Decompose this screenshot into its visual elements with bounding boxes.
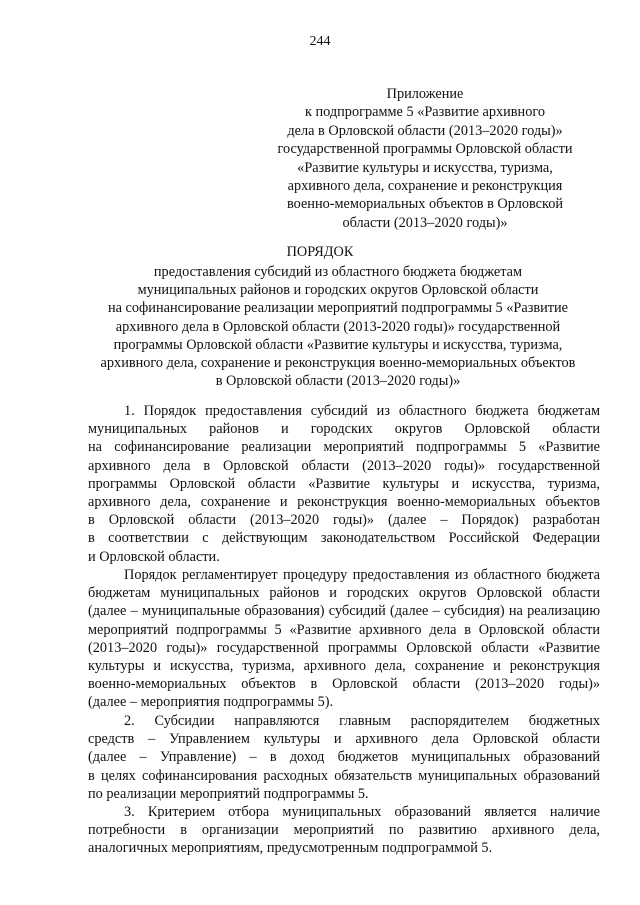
paragraph-3 xyxy=(88,712,600,803)
subtitle-line: программы Орловской области «Развитие культуры и искусства, туризма, xyxy=(113,336,563,353)
text-line: 2. Субсидии направляются главным распорядителем бюджетных xyxy=(124,713,600,729)
text-line: по реализации мероприятий подпрограммы 5. xyxy=(88,785,369,802)
text-line: программы Орловской области «Развитие культуры и искусства, туризма, xyxy=(88,475,600,492)
text-line: (далее – Управление) – в доход бюджетов муниципальных образований xyxy=(88,749,600,766)
text-line: военно-мемориальных объектов в Орловской области (2013–2020 годы)» xyxy=(88,676,600,693)
text-line: бюджетам муниципальных районов и городских округов Орловской области xyxy=(88,585,600,602)
appendix-line: архивного дела, сохранение и реконструкция xyxy=(287,178,563,195)
text-line: 1. Порядок предоставления субсидий из областного бюджета бюджетам xyxy=(124,403,600,419)
text-line: Порядок регламентирует процедуру предоставления из областного бюджета xyxy=(124,567,600,583)
text-line: муниципальных районов и городских округов Орловской области xyxy=(88,421,600,438)
text-line: в Орловской области (2013–2020 годы)» (далее – Порядок) разработан xyxy=(88,512,600,529)
appendix-line: к подпрограмме 5 «Развитие архивного xyxy=(304,104,546,121)
text-line: (далее – муниципальные образования) субсидий (далее – субсидия) на реализацию xyxy=(88,603,600,620)
text-line: средств – Управлением культуры и архивного дела Орловской области xyxy=(88,731,600,748)
paragraph-2 xyxy=(88,566,600,712)
text-line: (далее – мероприятия подпрограммы 5). xyxy=(88,694,334,711)
subtitle-line: архивного дела, сохранение и реконструкция военно-мемориальных объектов xyxy=(100,355,576,372)
text-line: мероприятий подпрограммы 5 «Развитие архивного дела в Орловской области xyxy=(88,621,600,638)
text-line: в соответствии с действующим законодательством Российской Федерации xyxy=(88,530,600,547)
text-line: аналогичных мероприятиям, предусмотренным подпрограммой 5. xyxy=(88,840,493,857)
text-line: 3. Критерием отбора муниципальных образований является наличие xyxy=(124,804,600,820)
page-number: 244 xyxy=(309,34,331,49)
document-title: ПОРЯДОК xyxy=(286,244,354,260)
appendix-header xyxy=(270,85,580,232)
appendix-line: военно-мемориальных объектов в Орловской xyxy=(286,196,564,213)
subtitle-line: муниципальных районов и городских округов Орловской области xyxy=(137,282,539,299)
appendix-line: Приложение xyxy=(386,86,464,102)
subtitle-line: предоставления субсидий из областного бюджета бюджетам xyxy=(153,264,523,280)
appendix-line: государственной программы Орловской области xyxy=(277,141,573,158)
appendix-line: дела в Орловской области (2013–2020 годы)» xyxy=(287,122,563,139)
document-subtitle xyxy=(72,263,604,390)
appendix-line: области (2013–2020 годы)» xyxy=(342,214,508,231)
paragraph-4 xyxy=(88,803,600,858)
subtitle-line: архивного дела в Орловской области (2013-2020 годы)» государственной xyxy=(115,318,561,335)
text-line: и Орловской области. xyxy=(88,548,220,565)
text-line: на софинансирование реализации мероприятий подпрограммы 5 «Развитие xyxy=(88,439,600,456)
subtitle-line: в Орловской области (2013–2020 годы)» xyxy=(215,373,461,390)
text-line: архивного дела, сохранение и реконструкция военно-мемориальных объектов xyxy=(88,494,600,511)
text-line: архивного дела в Орловской области (2013–2020 годы)» государственной xyxy=(88,457,600,474)
text-line: (2013–2020 годы)» государственной программы Орловской области «Развитие xyxy=(88,639,600,656)
subtitle-line: на софинансирование реализации мероприятий подпрограммы 5 «Развитие xyxy=(107,300,569,317)
text-line: потребности в организации мероприятий по развитию архивного дела, xyxy=(88,822,600,839)
appendix-line: «Развитие культуры и искусства, туризма, xyxy=(297,159,553,176)
text-line: культуры и искусства, туризма, архивного дела, сохранение и реконструкция xyxy=(88,658,600,675)
text-line: в целях софинансирования расходных обязательств муниципальных образований xyxy=(88,767,600,784)
paragraph-1 xyxy=(88,402,600,566)
